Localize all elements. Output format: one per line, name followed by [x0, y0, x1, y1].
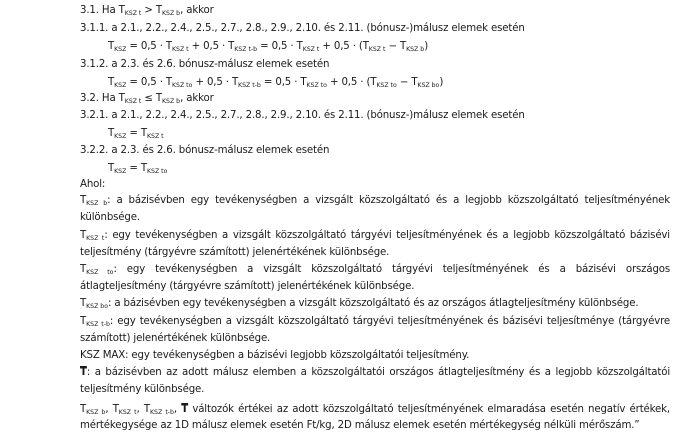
- formula-3-1-2: TKSZ = 0,5 · TKSZ to + 0,5 · TKSZ t-b = 0,5 · TKSZ to + 0,5 · (TKSZ to − TKSZ bo): [108, 77, 444, 89]
- heading-3-2-2: 3.2.2. a 2.3. és 2.6. bónusz-málusz elemek esetén: [80, 145, 330, 156]
- definition-tksz-t-b-line1: TKSZ t-b: egy tevékenységben a vizsgált közszolgáltató tárgyévi teljesítményének és bázisévi teljesítménye (tárgyévre: [80, 316, 670, 328]
- heading-3-1-2: 3.1.2. a 2.3. és 2.6. bónusz-málusz elemek esetén: [80, 59, 330, 70]
- note-negative-values-line2: mértékegysége az 1D málusz elemek esetén Ft/kg, 2D málusz elemek esetén mértékegység nélküli mérőszám.”: [80, 420, 640, 431]
- formula-3-2-2: TKSZ = TKSZ to: [108, 163, 168, 175]
- definition-tksz-to-line1: TKSZ to: egy tevékenységben a vizsgált közszolgáltató tárgyévi teljesítményének és a bázisévi országos: [80, 264, 671, 276]
- definition-tksz-to-line2: átlagteljesítmény (tárgyévre számított) jelenértékének különbsége.: [80, 281, 415, 292]
- heading-3-1: 3.1. Ha TKSZ t > TKSZ b, akkor: [80, 5, 214, 17]
- heading-3-1-1: 3.1.1. a 2.1., 2.2., 2.4., 2.5., 2.7., 2.8., 2.9., 2.10. és 2.11. (bónusz-)málusz elemek esetén: [80, 23, 525, 34]
- formula-3-1-1: TKSZ = 0,5 · TKSZ t + 0,5 · TKSZ t-b = 0,5 · TKSZ t + 0,5 · (TKSZ t − TKSZ b): [108, 41, 429, 53]
- t-bar-symbol: $\overline{T}$: [80, 367, 87, 378]
- definition-ksz-max: KSZ MAX: egy tevékenységben a bázisévi legjobb közszolgáltatói teljesítmény.: [80, 350, 470, 361]
- definition-tksz-t-b-line2: számított) jelenértékének különbsége.: [80, 333, 271, 344]
- heading-3-2-1: 3.2.1. a 2.1., 2.2., 2.4., 2.5., 2.7., 2.8., 2.9., 2.10. és 2.11. (bónusz-)málusz elemek esetén: [80, 110, 525, 121]
- t-bar-symbol: $\overline{T}$: [181, 404, 189, 415]
- ahol-label: Ahol:: [80, 179, 106, 190]
- definition-tbar-line1: $\overline{T}$: a bázisévben az adott málusz elemben a közszolgáltatói országos átlagteljesítmény és a legjobb közszolgáltatói: [80, 367, 670, 378]
- heading-3-2: 3.2. Ha TKSZ t ≤ TKSZ b, akkor: [80, 93, 214, 105]
- definition-tbar-line2: teljesítmény különbsége.: [80, 384, 205, 395]
- definition-tksz-b-line1: TKSZ b: a bázisévben egy tevékenységben a vizsgált közszolgáltató és a legjobb közszolgáltató teljesítményének: [80, 195, 670, 207]
- definition-tksz-t-line2: teljesítmény (tárgyévre számított) jelenértékének különbsége.: [80, 247, 390, 258]
- definition-tksz-t-line1: TKSZ t: egy tevékenységben a vizsgált közszolgáltató tárgyévi teljesítményének és a legjobb közszolgáltató bázisévi: [80, 230, 670, 242]
- formula-3-2-1: TKSZ = TKSZ t: [108, 128, 164, 140]
- note-negative-values-line1: TKSZ b, TKSZ t, TKSZ t-b, $\overline{T}$ változók értékei az adott közszolgáltató teljesítményének elmaradása esetén negatív értékek,: [80, 404, 670, 416]
- definition-tksz-b-line2: különbsége.: [80, 212, 140, 223]
- definition-tksz-bo: TKSZ bo: a bázisévben egy tevékenységben a vizsgált közszolgáltató és az országos átlagteljesítmény különbsége.: [80, 298, 639, 310]
